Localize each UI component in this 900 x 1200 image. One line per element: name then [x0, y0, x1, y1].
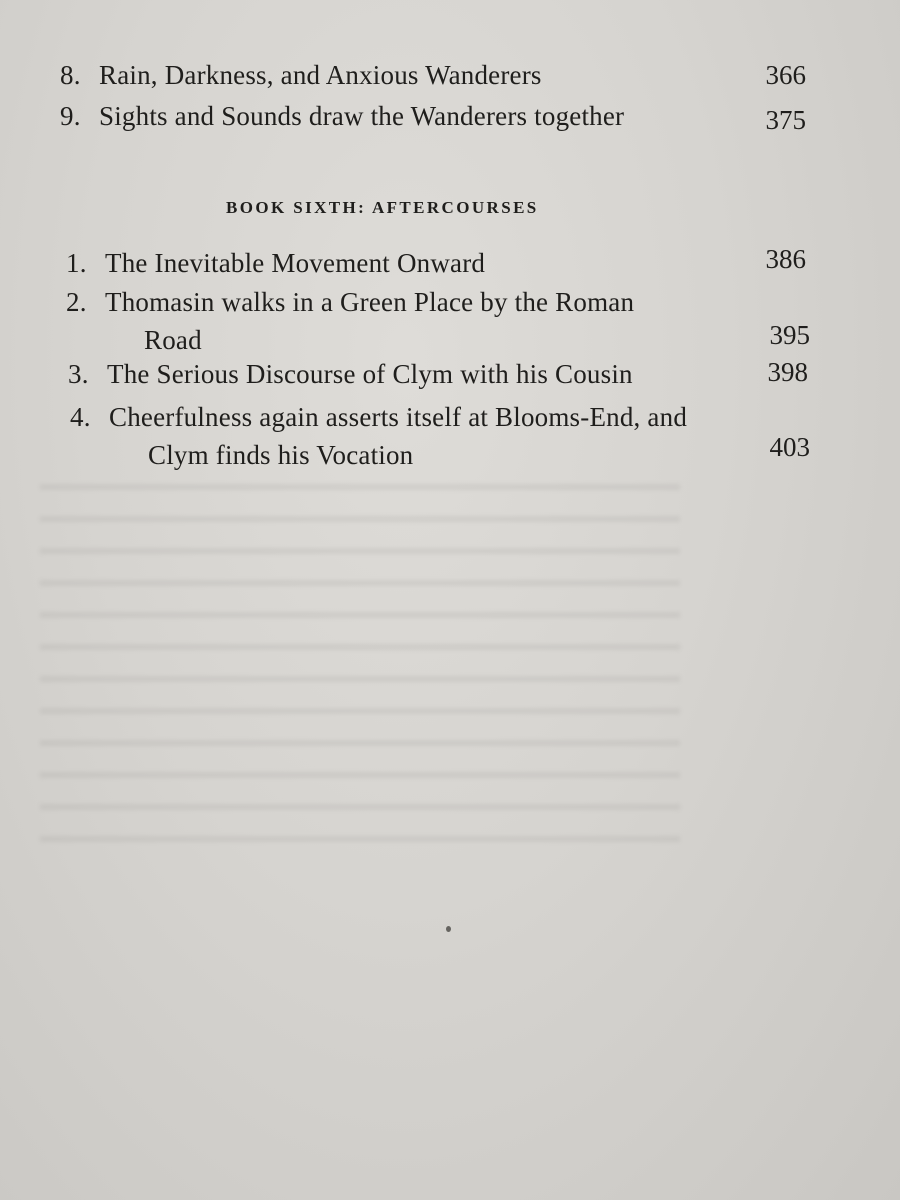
entry-title: The Inevitable Movement Onward: [105, 248, 486, 278]
paper-speck: [446, 926, 451, 932]
entry-title: Sights and Sounds draw the Wanderers together: [99, 101, 625, 131]
entry-number: 8.: [60, 60, 81, 90]
entry-number: 3.: [68, 359, 89, 389]
entry-title-continuation: Clym finds his Vocation: [148, 440, 414, 470]
entry-page-number: 398: [767, 357, 808, 387]
entry-page-number: 395: [769, 320, 810, 350]
entry-number: 9.: [60, 101, 81, 131]
show-through-text-shadow: [40, 470, 680, 850]
entry-title: Rain, Darkness, and Anxious Wanderers: [99, 60, 542, 90]
entry-title-continuation: Road: [144, 325, 202, 355]
entry-page-number: 386: [765, 244, 806, 274]
entry-title: Thomasin walks in a Green Place by the Roman: [105, 287, 635, 317]
book-heading: BOOK SIXTH: AFTERCOURSES: [226, 198, 539, 217]
entry-page-number: 366: [765, 60, 806, 90]
entry-page-number: 403: [769, 432, 810, 462]
entry-number: 1.: [66, 248, 87, 278]
entry-title: The Serious Discourse of Clym with his Cousin: [107, 359, 633, 389]
entry-title: Cheerfulness again asserts itself at Blooms-End, and: [109, 402, 688, 432]
entry-page-number: 375: [765, 105, 806, 135]
entry-number: 2.: [66, 287, 87, 317]
entry-number: 4.: [70, 402, 91, 432]
